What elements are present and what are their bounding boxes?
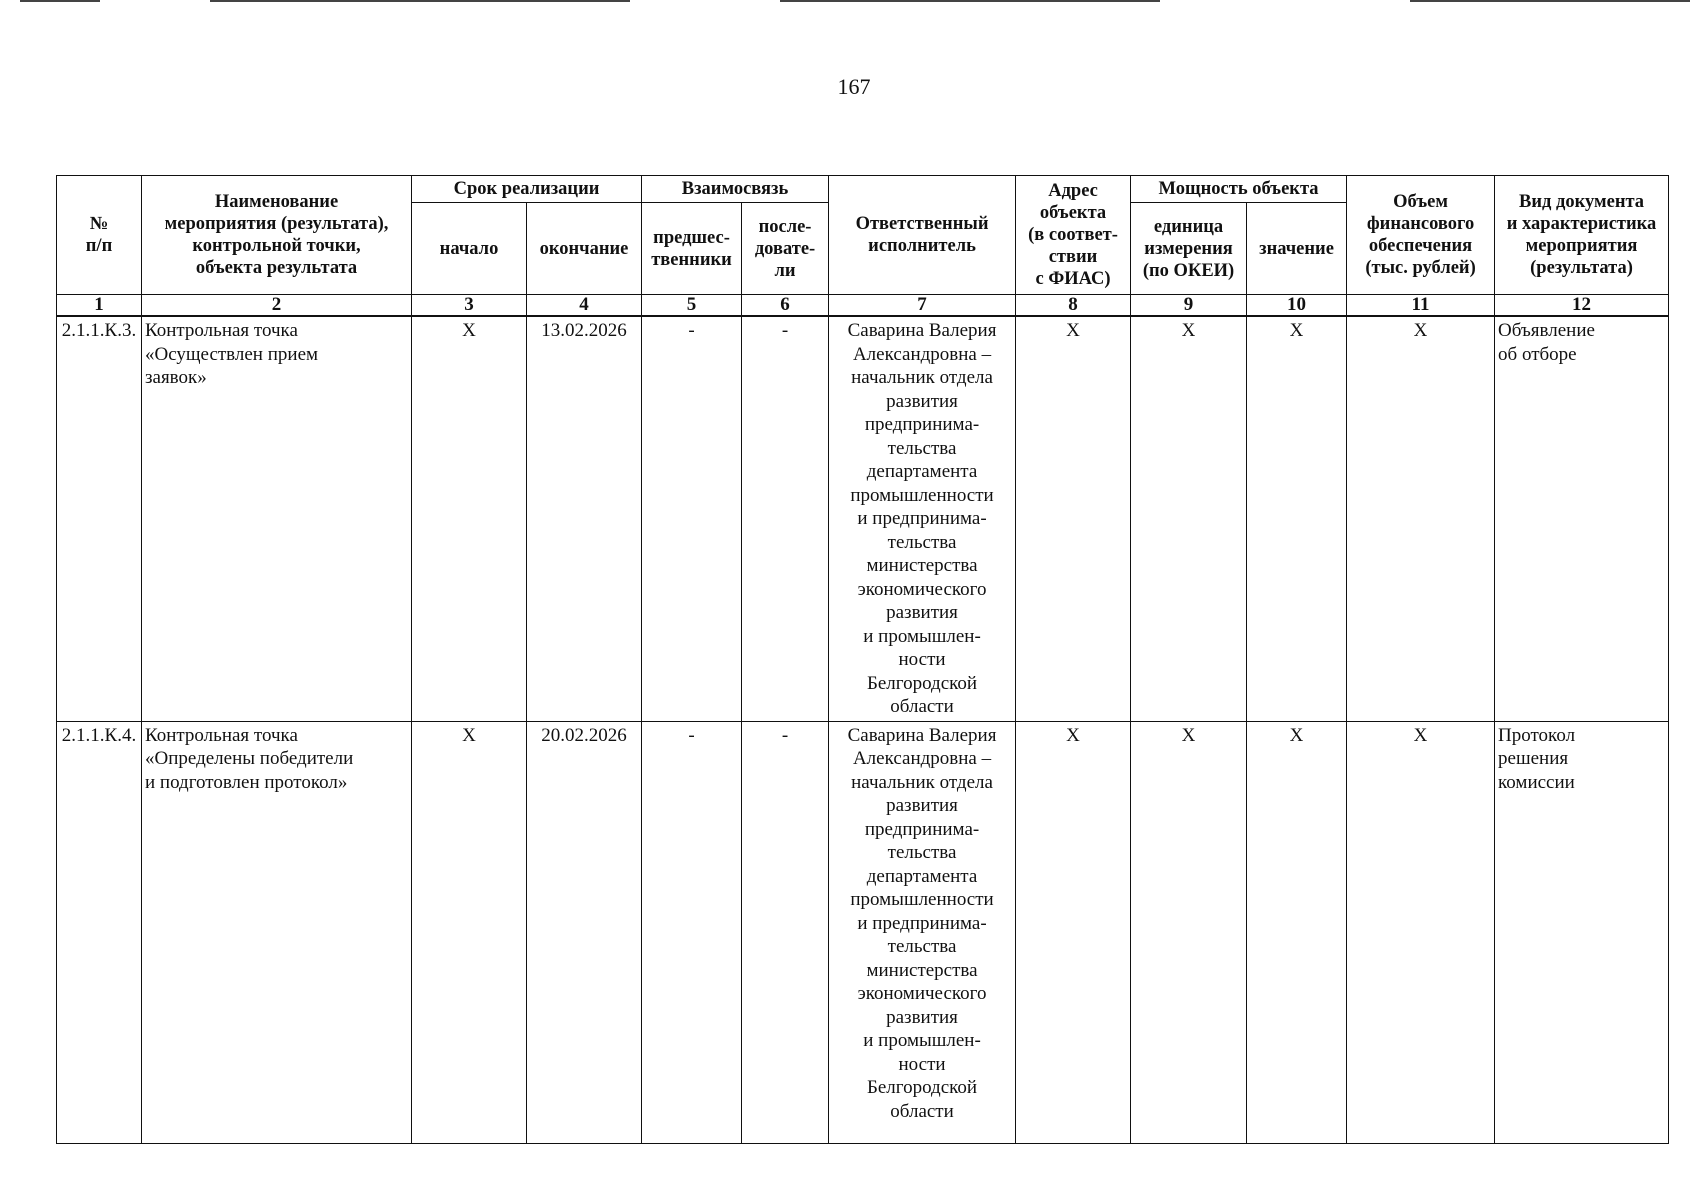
row-number: 2.1.1.К.3. bbox=[57, 316, 142, 721]
column-number-row bbox=[57, 295, 1669, 317]
implementation-plan-table bbox=[56, 175, 1669, 1144]
header-document: Вид документа и характеристика мероприятия (результата) bbox=[1495, 176, 1669, 295]
column-number: 8 bbox=[1016, 295, 1131, 317]
scan-edge-mark bbox=[780, 0, 1160, 2]
scan-edge-mark bbox=[20, 0, 100, 2]
scan-edge-mark bbox=[210, 0, 630, 2]
header-finance: Объем финансового обеспечения (тыс. рублей) bbox=[1347, 176, 1495, 295]
row-document: Объявление об отборе bbox=[1495, 316, 1669, 721]
row-predecessors: - bbox=[642, 721, 742, 1143]
row-start: Х bbox=[412, 721, 527, 1143]
row-unit: Х bbox=[1131, 721, 1247, 1143]
row-successors: - bbox=[742, 316, 829, 721]
header-name: Наименование мероприятия (результата), контрольной точки, объекта результата bbox=[142, 176, 412, 295]
row-value: Х bbox=[1247, 721, 1347, 1143]
row-name: Контрольная точка «Осуществлен прием заявок» bbox=[142, 316, 412, 721]
row-address: Х bbox=[1016, 316, 1131, 721]
row-number: 2.1.1.К.4. bbox=[57, 721, 142, 1143]
header-num: № п/п bbox=[57, 176, 142, 295]
column-number: 7 bbox=[829, 295, 1016, 317]
header-end: окончание bbox=[527, 203, 642, 295]
table-row bbox=[57, 316, 1669, 721]
column-number: 11 bbox=[1347, 295, 1495, 317]
row-name: Контрольная точка «Определены победители и подготовлен протокол» bbox=[142, 721, 412, 1143]
column-number: 12 bbox=[1495, 295, 1669, 317]
row-responsible: Саварина Валерия Александровна – начальник отдела развития предпринима- тельства департамента промышленности и предпринима- тельства министерства экономического развития и промышлен- ности Белгородской области bbox=[829, 316, 1016, 721]
header-start: начало bbox=[412, 203, 527, 295]
column-number: 5 bbox=[642, 295, 742, 317]
row-start: Х bbox=[412, 316, 527, 721]
row-finance: Х bbox=[1347, 721, 1495, 1143]
row-responsible: Саварина Валерия Александровна – начальник отдела развития предпринима- тельства департамента промышленности и предпринима- тельства министерства экономического развития и промышлен- ности Белгородской области bbox=[829, 721, 1016, 1143]
column-number: 6 bbox=[742, 295, 829, 317]
column-number: 9 bbox=[1131, 295, 1247, 317]
header-successors: после- довате- ли bbox=[742, 203, 829, 295]
scan-edge-mark bbox=[1410, 0, 1690, 2]
column-number: 2 bbox=[142, 295, 412, 317]
header-link-group: Взаимосвязь bbox=[642, 176, 829, 203]
page-number: 167 bbox=[837, 74, 871, 99]
row-value: Х bbox=[1247, 316, 1347, 721]
row-end: 13.02.2026 bbox=[527, 316, 642, 721]
row-document: Протокол решения комиссии bbox=[1495, 721, 1669, 1143]
column-number: 4 bbox=[527, 295, 642, 317]
header-value: значение bbox=[1247, 203, 1347, 295]
row-successors: - bbox=[742, 721, 829, 1143]
header-unit: единица измерения (по ОКЕИ) bbox=[1131, 203, 1247, 295]
row-unit: Х bbox=[1131, 316, 1247, 721]
header-capacity-group: Мощность объекта bbox=[1131, 176, 1347, 203]
column-number: 10 bbox=[1247, 295, 1347, 317]
header-predecessors: предшес- твенники bbox=[642, 203, 742, 295]
header-responsible: Ответственный исполнитель bbox=[829, 176, 1016, 295]
row-address: Х bbox=[1016, 721, 1131, 1143]
header-address: Адрес объекта (в соответ- ствии с ФИАС) bbox=[1016, 176, 1131, 295]
header-row-top bbox=[57, 176, 1669, 203]
column-number: 1 bbox=[57, 295, 142, 317]
row-predecessors: - bbox=[642, 316, 742, 721]
row-finance: Х bbox=[1347, 316, 1495, 721]
column-number: 3 bbox=[412, 295, 527, 317]
row-end: 20.02.2026 bbox=[527, 721, 642, 1143]
table-row bbox=[57, 721, 1669, 1143]
header-term-group: Срок реализации bbox=[412, 176, 642, 203]
